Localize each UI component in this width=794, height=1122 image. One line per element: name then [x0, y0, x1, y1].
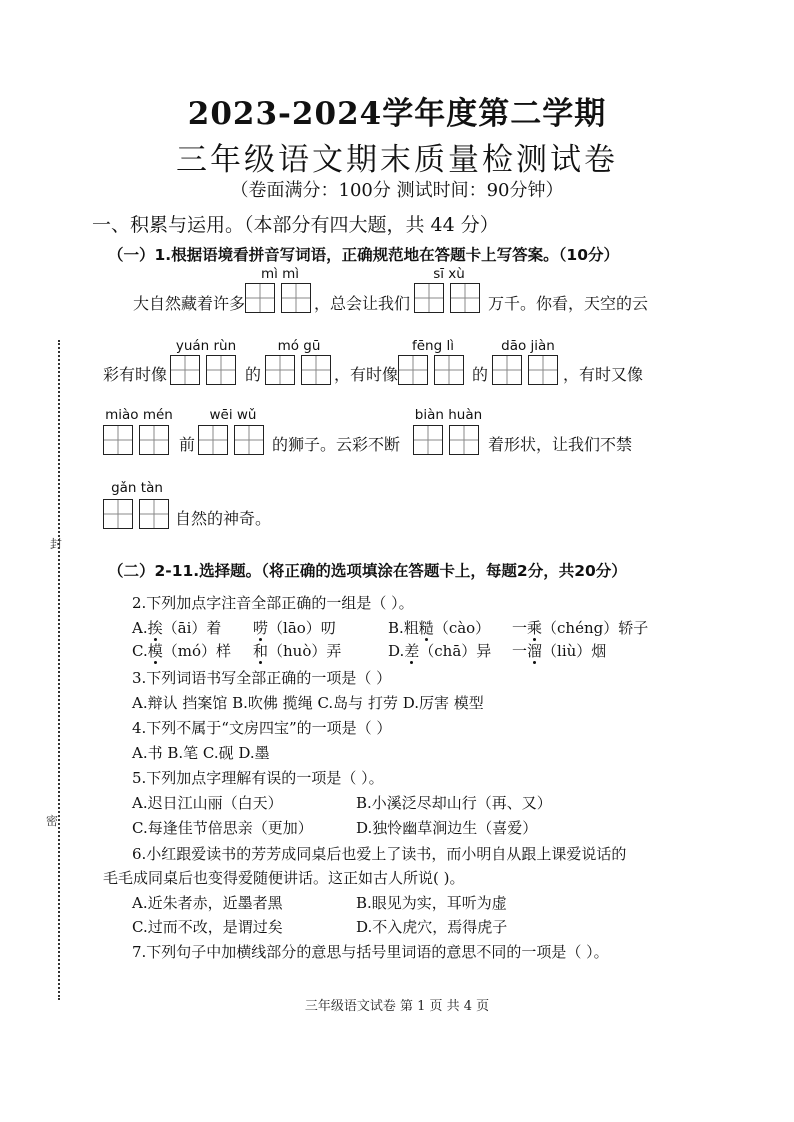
pinyin-sixu: sī xù	[433, 266, 465, 282]
q2-c-dotted-char: 模	[147, 642, 163, 660]
q2-c-rest: （mó）样	[162, 642, 231, 660]
line3-text-a: 前	[179, 435, 196, 454]
q2-b2-dotted-char: 乘	[527, 619, 543, 637]
margin-mark-seal: 封	[50, 537, 63, 551]
q2-d-dotted-char: 差	[404, 642, 420, 660]
char-box[interactable]	[413, 425, 443, 455]
char-box[interactable]	[206, 355, 236, 385]
binding-line	[58, 340, 60, 1000]
q6-option-b[interactable]: B.眼见为实，耳听为虚	[356, 894, 507, 912]
q2-b2-pre: 一	[512, 619, 528, 637]
q2-a-label: A.	[132, 619, 148, 637]
line3-text-b: 的狮子。云彩不断	[272, 435, 401, 454]
q7-stem: 7.下列句子中加横线部分的意思与括号里词语的意思不同的一项是（ ）。	[132, 943, 609, 961]
q2-b2-rest: （chéng）轿子	[542, 619, 649, 637]
q2-c-label: C.	[132, 642, 148, 660]
char-box[interactable]	[450, 283, 480, 313]
line3-text-c: 着形状，让我们不禁	[488, 435, 633, 454]
q4-stem: 4.下列不属于“文房四宝”的一项是（ ）	[132, 719, 392, 737]
char-box[interactable]	[434, 355, 464, 385]
q2-b-rest: （cào）	[433, 619, 491, 637]
q3-options[interactable]: A.辩认 挡案馆 B.吹佛 揽绳 C.岛与 打劳 D.厉害 模型	[132, 694, 484, 712]
answer-box-daojian[interactable]	[492, 355, 560, 387]
pinyin-miaomen: miào mén	[105, 407, 173, 423]
q6-stem-line1: 6.小红跟爱读书的芳芳成同桌后也爱上了读书，而小明自从跟上课爱说话的	[132, 845, 627, 863]
q2-option-c2	[253, 640, 341, 661]
q2-option-a2	[253, 617, 336, 638]
char-box[interactable]	[301, 355, 331, 385]
line2-text-a: 彩有时像	[103, 365, 168, 384]
q6-option-a[interactable]: A.近朱者赤，近墨者黑	[132, 894, 283, 912]
pinyin-mimi: mì mì	[260, 266, 300, 282]
q5-option-b[interactable]: B.小溪泛尽却山行（再、又）	[356, 794, 552, 812]
q2-option-b2	[512, 617, 648, 638]
q4-options[interactable]: A.书 B.笔 C.砚 D.墨	[132, 744, 270, 762]
char-box[interactable]	[414, 283, 444, 313]
q2-option-a[interactable]	[132, 617, 221, 638]
answer-box-sixu[interactable]	[414, 283, 482, 315]
char-box[interactable]	[139, 499, 169, 529]
q2-option-c[interactable]	[132, 640, 231, 661]
q2-a-dotted-char: 挨	[147, 619, 163, 637]
part1-heading: （一）1.根据语境看拼音写词语，正确规范地在答题卡上写答案。（10分）	[108, 246, 619, 264]
pinyin-fengli: fēng lì	[412, 338, 454, 354]
char-box[interactable]	[281, 283, 311, 313]
section1-heading: 一、积累与运用。（本部分有四大题，共 44 分）	[92, 214, 499, 236]
margin-mark-secret: 密	[46, 814, 59, 828]
answer-box-bianhuan[interactable]	[413, 425, 481, 457]
char-box[interactable]	[245, 283, 275, 313]
answer-box-gantan[interactable]	[103, 499, 171, 531]
pinyin-gantan: gǎn tàn	[111, 480, 163, 496]
q2-d2-pre: 一	[512, 642, 528, 660]
pinyin-yuanrun: yuán rùn	[175, 338, 237, 354]
answer-box-mogu[interactable]	[265, 355, 333, 387]
q6-option-d[interactable]: D.不入虎穴，焉得虎子	[356, 918, 508, 936]
q3-stem: 3.下列词语书写全部正确的一项是（ ）	[132, 669, 392, 687]
char-box[interactable]	[103, 425, 133, 455]
q2-a2-dotted-char: 唠	[253, 619, 269, 637]
char-box[interactable]	[492, 355, 522, 385]
char-box[interactable]	[449, 425, 479, 455]
line2-text-c: ，有时像	[334, 365, 399, 384]
q2-option-b[interactable]	[388, 617, 490, 638]
line2-text-d: 的	[472, 365, 489, 384]
line1-text-b: ，总会让我们	[314, 294, 411, 313]
line2-text-b: 的	[245, 365, 262, 384]
exam-title-line2: 三年级语文期末质量检测试卷	[176, 142, 618, 178]
char-box[interactable]	[528, 355, 558, 385]
pinyin-bianhuan: biàn huàn	[414, 407, 483, 423]
q2-c2-dotted-char: 和	[253, 642, 269, 660]
answer-box-weiwu[interactable]	[198, 425, 266, 457]
char-box[interactable]	[139, 425, 169, 455]
q2-d2-dotted-char: 溜	[527, 642, 543, 660]
q2-option-d[interactable]	[388, 640, 491, 661]
pinyin-daojian: dāo jiàn	[501, 338, 555, 354]
q2-d-rest: （chā）异	[419, 642, 492, 660]
char-box[interactable]	[198, 425, 228, 455]
line2-text-e: ，有时又像	[563, 365, 644, 384]
answer-box-miaomen[interactable]	[103, 425, 171, 457]
exam-subtitle: （卷面满分：100分 测试时间：90分钟）	[230, 180, 564, 201]
q2-option-d2	[512, 640, 606, 661]
q5-option-d[interactable]: D.独怜幽草涧边生（喜爱）	[356, 819, 538, 837]
char-box[interactable]	[234, 425, 264, 455]
q5-option-c[interactable]: C.每逢佳节倍思亲（更加）	[132, 819, 313, 837]
q2-b-dotted-char: 糙	[418, 619, 434, 637]
pinyin-weiwu: wēi wǔ	[209, 407, 257, 423]
pinyin-mogu: mó gū	[277, 338, 321, 354]
q2-b-label: B.粗	[388, 619, 419, 637]
answer-box-mimi[interactable]	[245, 283, 313, 315]
char-box[interactable]	[398, 355, 428, 385]
q2-a-rest: （āi）着	[162, 619, 222, 637]
part2-heading: （二）2-11.选择题。（将正确的选项填涂在答题卡上，每题2分，共20分）	[108, 562, 627, 580]
char-box[interactable]	[170, 355, 200, 385]
q5-stem: 5.下列加点字理解有误的一项是（ ）。	[132, 769, 384, 787]
q2-stem: 2.下列加点字注音全部正确的一组是（ ）。	[132, 594, 414, 612]
char-box[interactable]	[265, 355, 295, 385]
q6-stem-line2: 毛毛成同桌后也变得爱随便讲话。这正如古人所说( )。	[103, 869, 465, 887]
line4-text-a: 自然的神奇。	[175, 509, 272, 528]
char-box[interactable]	[103, 499, 133, 529]
page-footer: 三年级语文试卷 第 1 页 共 4 页	[304, 999, 490, 1014]
q2-d-label: D.	[388, 642, 405, 660]
exam-title-line1: 2023-2024学年度第二学期	[187, 96, 607, 132]
line1-text-c: 万千。你看，天空的云	[488, 294, 649, 313]
q2-c2-rest: （huò）弄	[268, 642, 342, 660]
answer-box-fengli[interactable]	[398, 355, 466, 387]
q2-d2-rest: （liù）烟	[542, 642, 607, 660]
q5-option-a[interactable]: A.迟日江山丽（白天）	[132, 794, 283, 812]
q6-option-c[interactable]: C.过而不改，是谓过矣	[132, 918, 283, 936]
line1-text-a: 大自然藏着许多	[133, 294, 246, 313]
answer-box-yuanrun[interactable]	[170, 355, 238, 387]
q2-a2-rest: （lāo）叨	[268, 619, 336, 637]
